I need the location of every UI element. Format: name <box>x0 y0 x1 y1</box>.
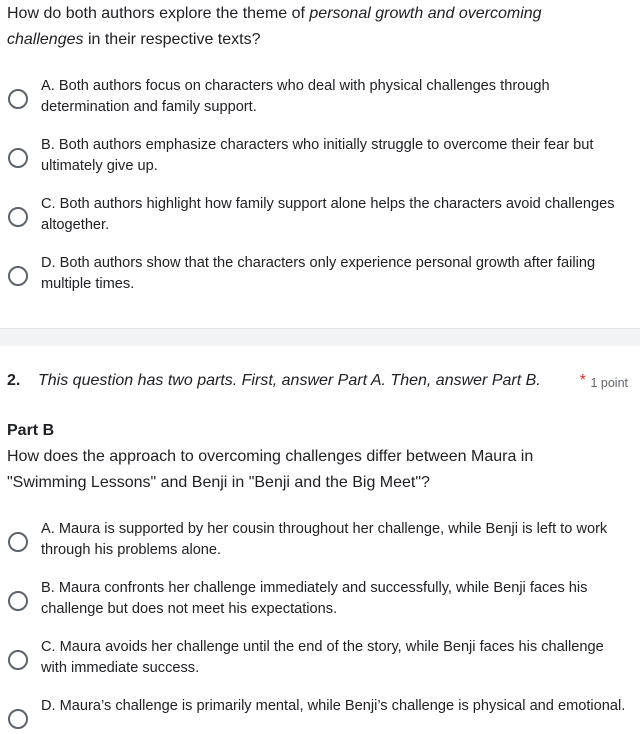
q1-option-a[interactable] <box>0 74 640 124</box>
option-label: B. Maura confronts her challenge immediately and successfully, while Benji faces his challenge but does not meet his expectations. <box>41 580 588 617</box>
option-label: D. Both authors show that the characters only experience personal growth after failing multiple times. <box>41 255 596 292</box>
radio-button-icon[interactable] <box>8 532 28 552</box>
radio-button-icon[interactable] <box>8 266 28 286</box>
required-asterisk: * <box>579 372 586 389</box>
question-1-prompt-emphasis: personal growth and overcoming challenges <box>7 5 542 48</box>
part-label: Part B <box>7 422 55 439</box>
question-2-header <box>7 368 632 394</box>
option-label: A. Both authors focus on characters who deal with physical challenges through determination and family support. <box>41 78 550 115</box>
q1-option-c[interactable] <box>0 192 640 242</box>
q2-option-a[interactable] <box>0 517 640 567</box>
radio-button-icon[interactable] <box>8 207 28 227</box>
question-number: 2. <box>7 372 21 389</box>
question-1-prompt-start: How do both authors explore the theme of <box>7 5 310 22</box>
question-divider <box>0 328 640 346</box>
question-1-prompt-end: in their respective texts? <box>83 31 261 48</box>
q2-option-d[interactable] <box>0 694 640 734</box>
q1-option-b[interactable] <box>0 133 640 183</box>
option-label: A. Maura is supported by her cousin throughout her challenge, while Benji is left to work through his problems alone. <box>41 521 608 558</box>
question-2-prompt: How does the approach to overcoming challenges differ between Maura in "Swimming Lessons" and Benji in "Benji and the Big Meet"? <box>7 448 534 491</box>
q2-option-c[interactable] <box>0 635 640 685</box>
radio-button-icon[interactable] <box>8 148 28 168</box>
question-title: This question has two parts. First, answer Part A. Then, answer Part B. <box>38 372 541 389</box>
option-label: C. Maura avoids her challenge until the end of the story, while Benji faces his challenge with immediate success. <box>41 639 604 676</box>
radio-button-icon[interactable] <box>8 591 28 611</box>
question-1-prompt <box>7 1 607 53</box>
q1-option-d[interactable] <box>0 251 640 301</box>
radio-button-icon[interactable] <box>8 650 28 670</box>
q2-option-b[interactable] <box>0 576 640 626</box>
points-label: 1 point <box>590 376 628 390</box>
option-label: B. Both authors emphasize characters who initially struggle to overcome their fear but ultimately give up. <box>41 137 594 174</box>
radio-button-icon[interactable] <box>8 89 28 109</box>
option-label: D. Maura’s challenge is primarily mental, while Benji’s challenge is physical and emotional. <box>41 698 626 714</box>
radio-button-icon[interactable] <box>8 709 28 729</box>
option-label: C. Both authors highlight how family support alone helps the characters avoid challenges altogether. <box>41 196 615 233</box>
